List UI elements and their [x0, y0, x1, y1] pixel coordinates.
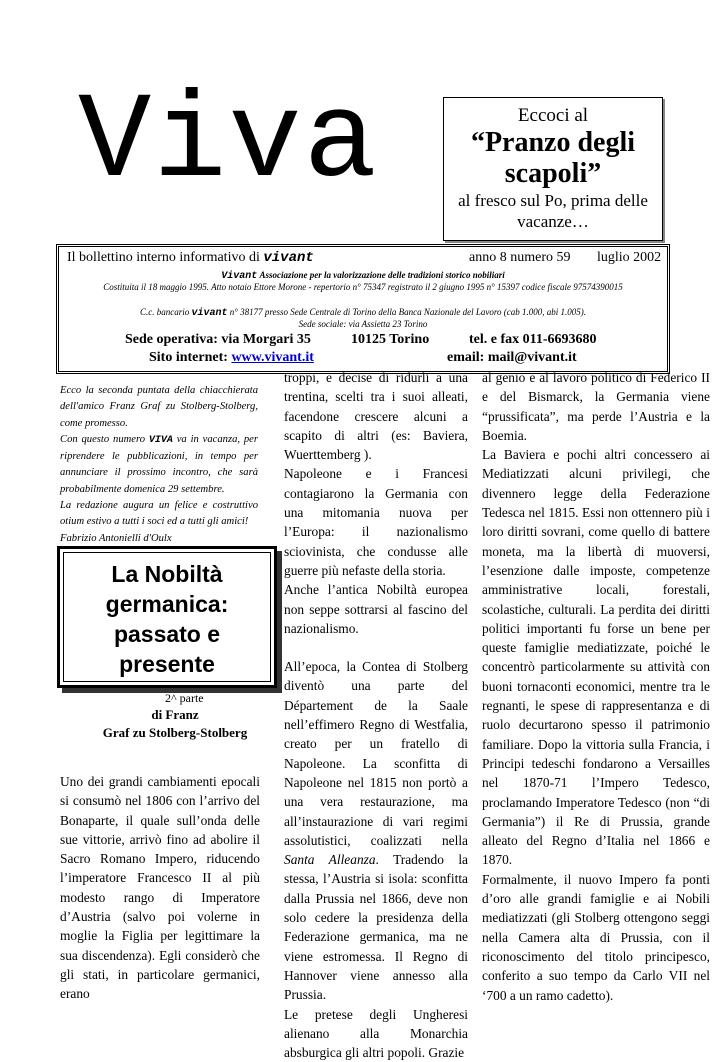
email: email: mail@vivant.it [447, 350, 577, 366]
article-paragraph [284, 657, 468, 1004]
bank-prefix: C.c. bancario [140, 307, 189, 317]
article-column-3 [482, 368, 710, 1005]
article-text: All’epoca, la Contea di Stolberg diventò una parte del Département de la Saale nell’effimero Regno di Westfalia, creato per un fratello di Napoleone. La sconfitta di Napoleone nel 1815 non portò a una vera restaurazione, ma all’instaurazione di vari regimi assolutistici, coalizzati nella [284, 659, 468, 848]
article-paragraph: Napoleone e i Francesi contagiarono la Germania con una mitomania nuova per l’Europa: il nazionalismo sciovinista, che condusse alle guerre più nefaste della storia. [284, 464, 468, 580]
bulletin-brand: vivant [263, 250, 313, 266]
issue-date: luglio 2002 [597, 250, 661, 266]
bank-text: n° 38177 presso Sede Centrale di Torino della Banca Nazionale del Lavoro (cab 1.000, abi 1.005). [230, 307, 586, 317]
byline-line2: Graf zu Stolberg-Stolberg [70, 724, 280, 742]
intro-paragraph: Ecco la seconda puntata della chiacchierata dell'amico Franz Graf zu Stolberg-Stolberg, come promesso. [60, 383, 258, 432]
article-column-2 [284, 368, 468, 1062]
editor-intro [60, 383, 258, 547]
article-paragraph: Formalmente, il nuovo Impero fa ponti d’oro alle grandi famiglie e ai Nobili mediatizzati (gli Stolberg ottengono seggi nella Camera alta di Prussia, con il riconoscimento del titolo principesco, conferito a suo tempo da Carlo VII nel ‘700 a un ramo cadetto). [482, 870, 710, 1005]
promo-line1: Eccoci al [444, 105, 662, 127]
site-line [149, 350, 314, 366]
intro-text: Con questo numero [60, 434, 145, 445]
article-column-1 [60, 772, 260, 1004]
masthead-title: Viva [78, 82, 379, 204]
intro-brand: VIVA [149, 435, 173, 446]
byline-line1: di Franz [100, 706, 250, 724]
article-paragraph: troppi, e decise di ridurli a una trentina, scelti tra i suoi alleati, facendone crescere alcuni a scapito di altri (es: Baviera, Wuerttemberg ). [284, 368, 468, 464]
article-emphasis: Santa Alleanza [284, 852, 376, 867]
article-title: La Nobiltà germanica: passato e presente [63, 552, 271, 682]
bulletin-line [67, 250, 314, 266]
intro-text: va in vacanza, per riprendere le pubblicazioni, in tempo per annunciare il prossimo incontro, che sarà probabilmente domenica 29 settembre. [60, 434, 258, 495]
article-paragraph: La Baviera e pochi altri concessero ai Mediatizzati alcuni privilegi, che divennero legge della Federazione Tedesca nel 1815. Essi non ottennero più i loro diritti sovrani, come quello di battere moneta, ma la libertà di muoversi, l’esenzione dalle imposte, competenze amministrative locali, forestali, scolastiche, culturali. La perdita dei diritti politici importanti fu forse un bene per queste famiglie mediatizzate, poiché le concentrò particolarmente su attività con buoni tornaconti economici, mentre tra le regnanti, le spese di rappresentanza e di ruolo decurtarono spesso il patrimonio familiare. Dopo la vittoria sulla Francia, i Principi tedeschi fondarono a Versailles nel 1870-71 l’Impero Tedesco, proclamando Imperatore Tedesco (non “di Germania”) il Re di Prussia, grande alleato del Regno d’Italia nel 1866 e 1870. [482, 445, 710, 870]
article-paragraph: Anche l’antica Nobiltà europea non seppe sottrarsi al fascino del nazionalismo. [284, 580, 468, 638]
article-paragraph: Uno dei grandi cambiamenti epocali si consumò nel 1806 con l’arrivo del Bonaparte, il quale sull’onda delle sue vittorie, arrivò fino ad abolire il Sacro Romano Impero, riducendo l’imperatore Francesco II al più modesto rango di Imperatore d’Austria (salvo poi volerne in moglie la Figlia per legittimare la sua discendenza). Egli considerò che gli stati, in particolare germanici, erano [60, 772, 260, 1004]
phone: tel. e fax 011-6693680 [469, 332, 597, 348]
site-link[interactable]: www.vivant.it [231, 350, 313, 365]
legal-seat: Sede sociale: via Assietta 23 Torino [59, 318, 667, 330]
promo-tagline: al fresco sul Po, prima delle vacanze… [444, 190, 662, 232]
article-paragraph: Le pretese degli Ungheresi alienano alla Monarchia absburgica gli altri popoli. Grazie [284, 1005, 468, 1062]
article-byline [100, 706, 250, 742]
info-box [56, 244, 670, 374]
site-label: Sito internet: [149, 350, 228, 365]
paragraph-gap [284, 638, 468, 657]
promo-box [443, 97, 663, 241]
city: 10125 Torino [351, 332, 429, 348]
association-brand: Vivant [221, 271, 257, 282]
article-text: . Tradendo la stessa, l’Austria si isola: sconfitta dalla Prussia nel 1866, deve non solo cedere la presidenza della Federazione germanica, ma ne viene estromessa. Il Regno di Hannover viene annesso alla Prussia. [284, 852, 468, 1002]
issue-number: anno 8 numero 59 [469, 250, 570, 266]
association-desc: Associazione per la valorizzazione delle tradizioni storico nobiliari [259, 270, 504, 280]
article-paragraph: al genio e al lavoro politico di Federico II e del Bismarck, la Germania viene “prussificata”, ma perde l’Austria e la Boemia. [482, 368, 710, 445]
article-part: 2^ parte [165, 691, 204, 706]
intro-paragraph [60, 432, 258, 498]
constitution-text: Costituita il 18 maggio 1995. Atto notaio Ettore Morone - repertorio n° 75347 registrato il 2 giugno 1995 n° 15397 codice fiscale 97574390015 [59, 281, 667, 293]
bulletin-prefix: Il bollettino interno informativo di [67, 250, 260, 265]
article-title-box [57, 546, 277, 688]
operative-seat: Sede operativa: via Morgari 35 [125, 332, 311, 348]
intro-signature: Fabrizio Antonielli d'Oulx [60, 531, 258, 547]
intro-paragraph: La redazione augura un felice e costruttivo otium estivo a tutti i soci ed a tutti gli amici! [60, 498, 258, 531]
bank-brand: vivant [191, 308, 227, 319]
promo-headline: “Pranzo degli scapoli” [444, 127, 662, 189]
